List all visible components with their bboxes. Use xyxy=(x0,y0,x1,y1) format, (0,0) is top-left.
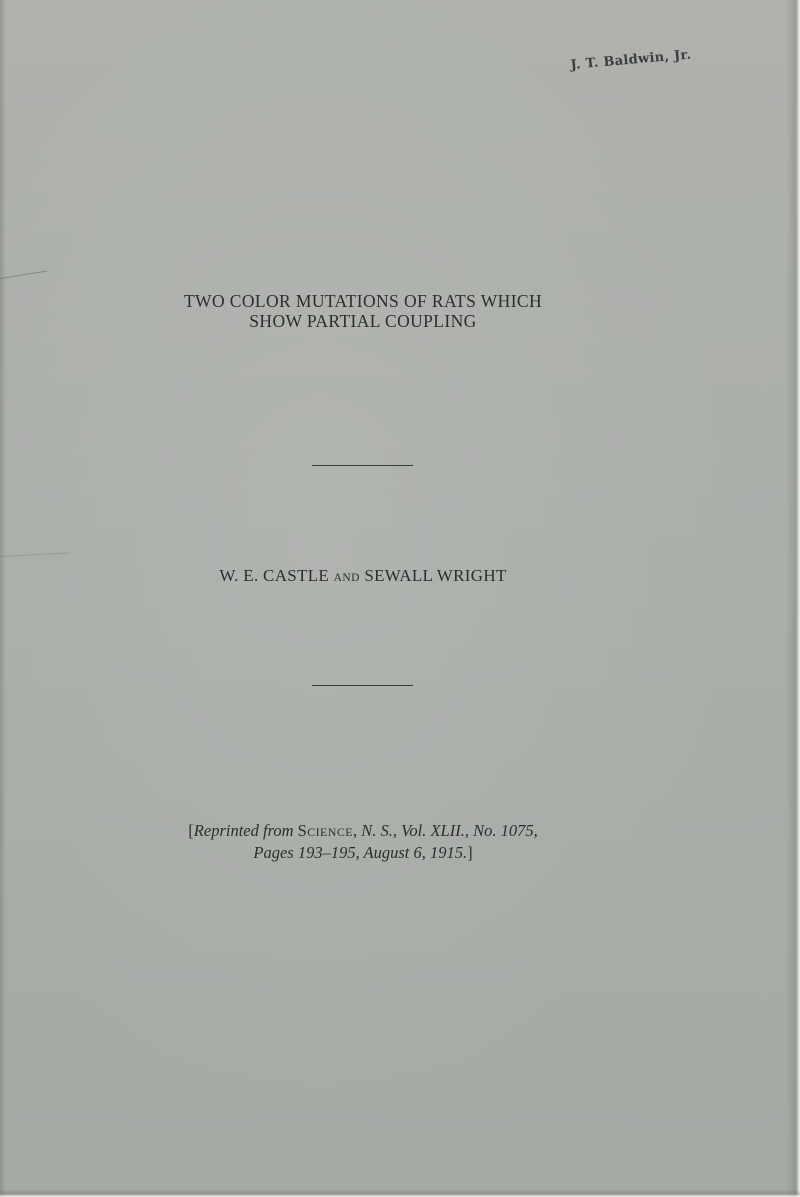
author-conjunction: AND xyxy=(333,572,360,584)
title-line-1: TWO COLOR MUTATIONS OF RATS WHICH xyxy=(183,291,543,311)
citation-line-2 xyxy=(0,842,726,864)
divider-rule xyxy=(312,465,413,466)
citation-open-bracket: [ xyxy=(188,821,194,840)
reprint-citation xyxy=(0,820,726,864)
paper-edge-right xyxy=(786,0,800,1197)
author-wright: SEWALL WRIGHT xyxy=(364,566,507,585)
citation-comma: , xyxy=(352,821,358,840)
paper-edge-left xyxy=(0,0,6,1197)
citation-pages-date: Pages 193–195, August 6, 1915. xyxy=(253,843,468,862)
paper-crease xyxy=(0,552,70,557)
paper-edge-bottom xyxy=(0,1189,800,1197)
title-line-2: SHOW PARTIAL COUPLING xyxy=(249,311,477,331)
citation-reprinted-from: Reprinted from xyxy=(193,821,294,840)
divider-rule xyxy=(312,685,413,686)
author-line xyxy=(0,566,726,586)
paper-crease xyxy=(0,270,47,278)
citation-volume: N. S., Vol. XLII., No. 1075, xyxy=(361,821,538,840)
citation-journal: Science xyxy=(297,821,353,840)
document-title xyxy=(0,291,726,331)
citation-line-1 xyxy=(0,820,726,842)
owner-stamp: J. T. Baldwin, Jr. xyxy=(570,47,692,73)
author-castle: W. E. CASTLE xyxy=(219,566,330,585)
citation-close-bracket: ] xyxy=(467,843,473,862)
